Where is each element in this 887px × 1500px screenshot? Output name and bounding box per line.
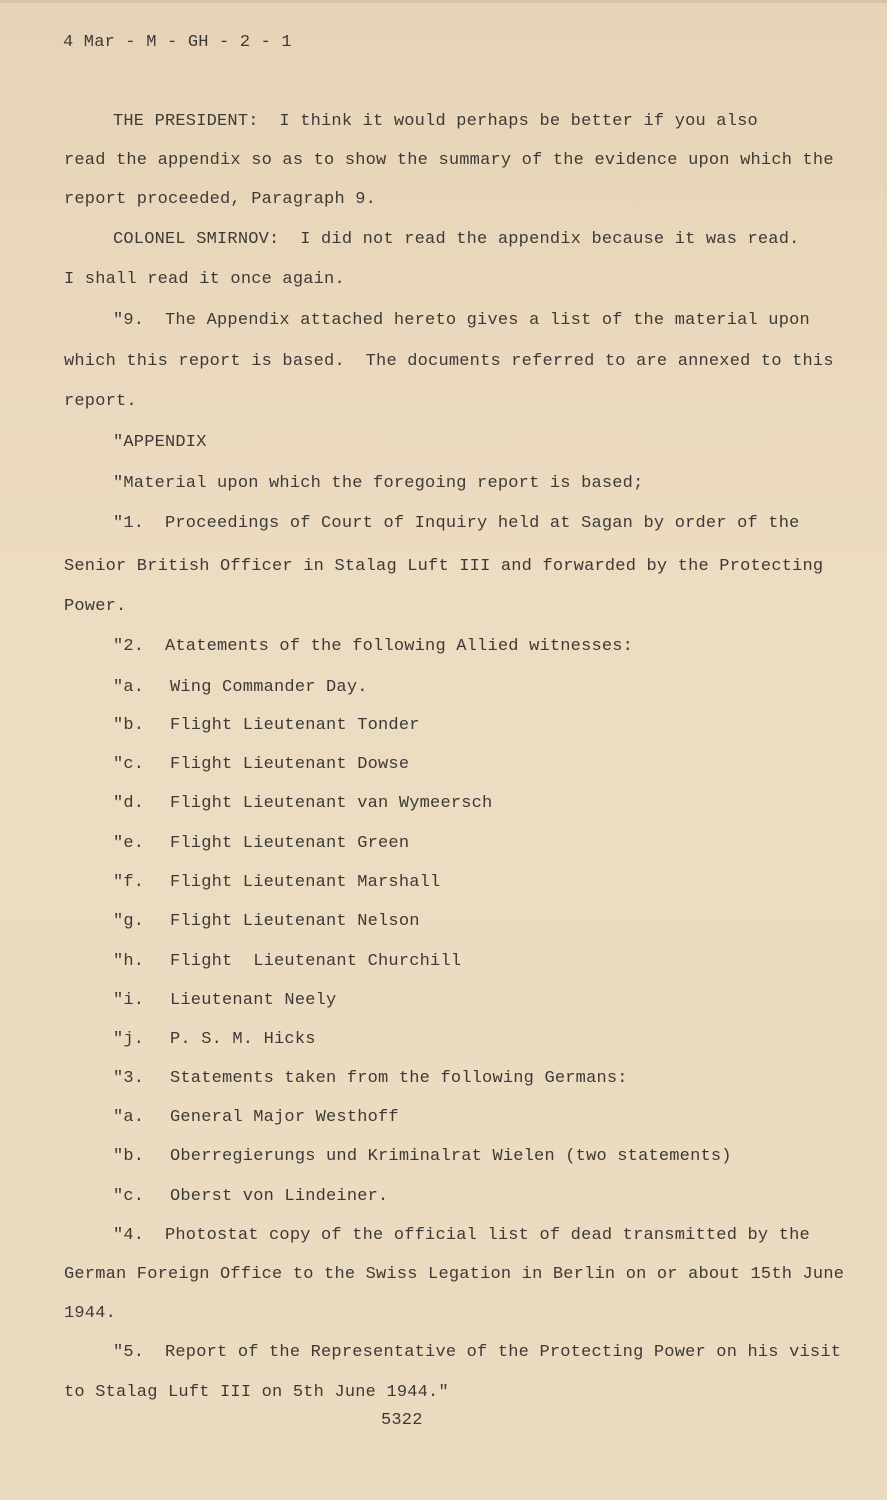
item-4-line-3: 1944. [64, 1304, 117, 1323]
list-item: Oberst von Lindeiner. [170, 1187, 389, 1206]
item-5-line-1: "5. Report of the Representative of the Protecting Power on his visit [113, 1343, 842, 1362]
item-2-heading: "2. Atatements of the following Allied witnesses: [113, 637, 634, 656]
list-item-label: "d. [113, 794, 145, 813]
list-item: Flight Lieutenant Marshall [170, 873, 441, 892]
list-item: Flight Lieutenant Dowse [170, 755, 410, 774]
appendix-heading: "APPENDIX [113, 433, 207, 452]
list-item: General Major Westhoff [170, 1108, 399, 1127]
smirnov-paragraph-line-1: COLONEL SMIRNOV: I did not read the appendix because it was read. [113, 230, 800, 249]
president-paragraph-line-1: THE PRESIDENT: I think it would perhaps be better if you also [113, 112, 758, 131]
item-1-line-2: Senior British Officer in Stalag Luft III and forwarded by the Protecting [64, 557, 824, 576]
list-item-label: "b. [113, 716, 145, 735]
document-reference: 4 Mar - M - GH - 2 - 1 [63, 33, 292, 52]
item-3-heading: Statements taken from the following Germans: [170, 1069, 628, 1088]
list-item: Flight Lieutenant Nelson [170, 912, 420, 931]
appendix-intro: "Material upon which the foregoing report is based; [113, 474, 644, 493]
president-paragraph-line-2: read the appendix so as to show the summary of the evidence upon which the [64, 151, 834, 170]
list-item: Lieutenant Neely [170, 991, 337, 1010]
item-3-label: "3. [113, 1069, 145, 1088]
list-item: Wing Commander Day. [170, 678, 368, 697]
list-item: P. S. M. Hicks [170, 1030, 316, 1049]
list-item: Flight Lieutenant Green [170, 834, 410, 853]
list-item: Flight Lieutenant van Wymeersch [170, 794, 493, 813]
paragraph-9-line-2: which this report is based. The documents referred to are annexed to this [64, 352, 834, 371]
list-item-label: "b. [113, 1147, 145, 1166]
list-item-label: "g. [113, 912, 145, 931]
list-item-label: "c. [113, 1187, 145, 1206]
page-number: 5322 [381, 1411, 423, 1430]
list-item-label: "j. [113, 1030, 145, 1049]
list-item-label: "c. [113, 755, 145, 774]
list-item: Oberregierungs und Kriminalrat Wielen (two statements) [170, 1147, 732, 1166]
smirnov-paragraph-line-2: I shall read it once again. [64, 270, 345, 289]
item-1-line-1: "1. Proceedings of Court of Inquiry held at Sagan by order of the [113, 514, 800, 533]
list-item: Flight Lieutenant Tonder [170, 716, 420, 735]
list-item-label: "f. [113, 873, 145, 892]
paragraph-9-line-3: report. [64, 392, 137, 411]
president-paragraph-line-3: report proceeded, Paragraph 9. [64, 190, 377, 209]
item-4-line-1: "4. Photostat copy of the official list of dead transmitted by the [113, 1226, 810, 1245]
list-item: Flight Lieutenant Churchill [170, 952, 462, 971]
list-item-label: "h. [113, 952, 145, 971]
item-1-line-3: Power. [64, 597, 127, 616]
list-item-label: "e. [113, 834, 145, 853]
list-item-label: "i. [113, 991, 145, 1010]
list-item-label: "a. [113, 678, 145, 697]
paragraph-9-line-1: "9. The Appendix attached hereto gives a list of the material upon [113, 311, 810, 330]
list-item-label: "a. [113, 1108, 145, 1127]
item-4-line-2: German Foreign Office to the Swiss Legation in Berlin on or about 15th June [64, 1265, 845, 1284]
item-5-line-2: to Stalag Luft III on 5th June 1944." [64, 1383, 449, 1402]
